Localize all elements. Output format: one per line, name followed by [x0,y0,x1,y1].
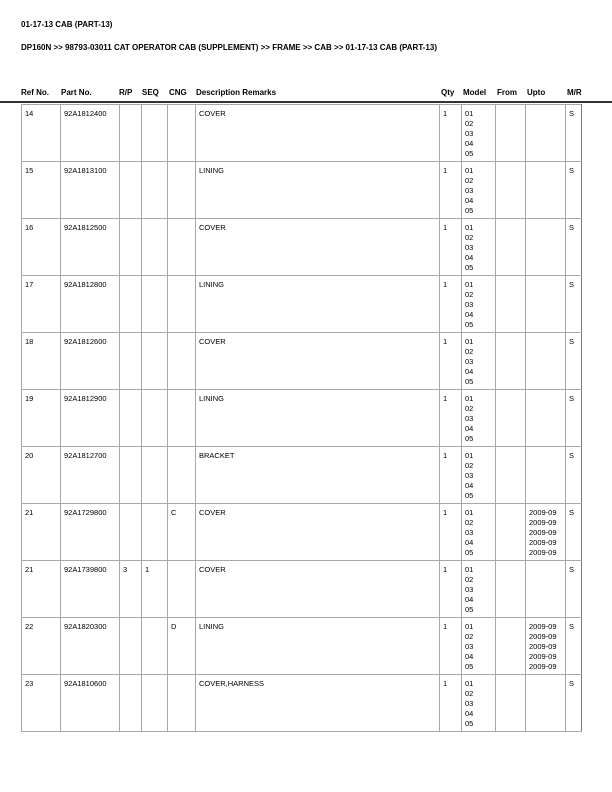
ref-no-cell: 19 [22,390,61,447]
upto-date [529,377,565,387]
ref-no-cell: 18 [22,333,61,390]
upto-date [529,689,565,699]
model-code: 05 [465,149,474,158]
table-row [22,276,582,333]
seq-cell [142,390,168,447]
model-cell [462,447,496,504]
model-code: 01 [465,166,474,175]
from-cell [496,618,526,675]
model-code: 04 [465,196,474,205]
model-code: 04 [465,253,474,262]
model-code: 02 [465,404,474,413]
mr-cell: S [566,105,582,162]
model-code: 01 [465,565,474,574]
upto-date [529,679,565,689]
col-cng: CNG [169,88,187,97]
ref-no-cell: 14 [22,105,61,162]
part-no-cell: 92A1812400 [61,105,120,162]
description-cell: LINING [196,390,440,447]
upto-cell [526,618,566,675]
upto-date: 2009-09 [529,528,557,537]
model-code: 01 [465,223,474,232]
upto-date [529,357,565,367]
mr-cell: S [566,504,582,561]
upto-date [529,310,565,320]
upto-date [529,129,565,139]
cng-cell [168,333,196,390]
description-cell: COVER [196,105,440,162]
from-cell [496,447,526,504]
model-code: 01 [465,280,474,289]
upto-cell [526,276,566,333]
table-row [22,162,582,219]
upto-date [529,243,565,253]
table-row [22,504,582,561]
model-code: 03 [465,129,474,138]
qty-cell: 1 [440,618,462,675]
description-cell: LINING [196,618,440,675]
model-code: 04 [465,538,474,547]
cng-cell: D [168,618,196,675]
cng-cell [168,276,196,333]
breadcrumb: DP160N >> 98793-03011 CAT OPERATOR CAB (SUPPLEMENT) >> FRAME >> CAB >> 01-17-13 CAB (PART-13) [21,43,437,52]
from-cell [496,333,526,390]
col-seq: SEQ [142,88,159,97]
ref-no-cell: 17 [22,276,61,333]
rp-cell [120,447,142,504]
upto-date: 2009-09 [529,642,557,651]
upto-date [529,565,565,575]
upto-date [529,320,565,330]
model-code: 05 [465,434,474,443]
part-no-cell: 92A1812800 [61,276,120,333]
from-cell [496,390,526,447]
qty-cell: 1 [440,447,462,504]
model-code: 03 [465,528,474,537]
model-code: 01 [465,451,474,460]
mr-cell: S [566,447,582,504]
upto-date [529,394,565,404]
col-rp: R/P [119,88,133,97]
model-code: 02 [465,575,474,584]
from-cell [496,561,526,618]
model-cell [462,219,496,276]
model-code: 02 [465,119,474,128]
table-row [22,219,582,276]
model-code: 05 [465,491,474,500]
table-row [22,561,582,618]
header-divider [0,101,612,103]
qty-cell: 1 [440,675,462,732]
seq-cell [142,675,168,732]
table-row [22,390,582,447]
model-code: 01 [465,622,474,631]
upto-date [529,404,565,414]
model-code: 04 [465,481,474,490]
cng-cell [168,447,196,504]
qty-cell: 1 [440,162,462,219]
ref-no-cell: 20 [22,447,61,504]
model-code: 03 [465,471,474,480]
upto-date [529,109,565,119]
model-code: 02 [465,347,474,356]
upto-date [529,263,565,273]
model-code: 05 [465,377,474,386]
model-cell [462,504,496,561]
cng-cell [168,162,196,219]
description-cell: COVER [196,333,440,390]
mr-cell: S [566,618,582,675]
cng-cell: C [168,504,196,561]
seq-cell [142,219,168,276]
page-title: 01-17-13 CAB (PART-13) [21,20,113,29]
model-code: 03 [465,300,474,309]
seq-cell [142,276,168,333]
from-cell [496,219,526,276]
part-no-cell: 92A1812600 [61,333,120,390]
upto-date [529,233,565,243]
upto-date [529,223,565,233]
upto-cell [526,333,566,390]
cng-cell [168,675,196,732]
rp-cell [120,219,142,276]
model-code: 02 [465,689,474,698]
part-no-cell: 92A1812500 [61,219,120,276]
part-no-cell: 92A1810600 [61,675,120,732]
table-header [0,86,612,100]
part-no-cell: 92A1820300 [61,618,120,675]
model-code: 04 [465,709,474,718]
upto-cell [526,219,566,276]
rp-cell [120,276,142,333]
upto-date [529,347,565,357]
model-code: 01 [465,679,474,688]
model-cell [462,561,496,618]
upto-date: 2009-09 [529,622,557,631]
model-code: 03 [465,357,474,366]
description-cell: COVER [196,561,440,618]
rp-cell [120,162,142,219]
rp-cell [120,618,142,675]
upto-date [529,186,565,196]
mr-cell: S [566,390,582,447]
upto-date: 2009-09 [529,538,557,547]
upto-cell [526,675,566,732]
model-code: 02 [465,176,474,185]
seq-cell [142,447,168,504]
part-no-cell: 92A1729800 [61,504,120,561]
model-code: 01 [465,109,474,118]
model-code: 03 [465,243,474,252]
col-qty: Qty [441,88,455,97]
description-cell: COVER,HARNESS [196,675,440,732]
qty-cell: 1 [440,390,462,447]
description-cell: LINING [196,276,440,333]
model-code: 05 [465,548,474,557]
qty-cell: 1 [440,561,462,618]
upto-date [529,337,565,347]
model-cell [462,675,496,732]
upto-date [529,139,565,149]
upto-date: 2009-09 [529,662,557,671]
qty-cell: 1 [440,105,462,162]
model-code: 03 [465,585,474,594]
rp-cell [120,105,142,162]
model-cell [462,618,496,675]
upto-date [529,206,565,216]
from-cell [496,276,526,333]
model-code: 01 [465,337,474,346]
upto-date [529,253,565,263]
upto-date [529,699,565,709]
col-from: From [497,88,517,97]
upto-date: 2009-09 [529,632,557,641]
mr-cell: S [566,561,582,618]
ref-no-cell: 21 [22,561,61,618]
upto-date [529,719,565,729]
upto-cell [526,390,566,447]
upto-date [529,280,565,290]
model-code: 03 [465,699,474,708]
col-model: Model [463,88,487,97]
table-row [22,447,582,504]
upto-cell [526,447,566,504]
upto-date: 2009-09 [529,652,557,661]
model-code: 01 [465,394,474,403]
col-mr: M/R [567,88,582,97]
description-cell: COVER [196,219,440,276]
upto-date [529,451,565,461]
model-cell [462,162,496,219]
model-code: 02 [465,461,474,470]
seq-cell [142,105,168,162]
upto-date [529,300,565,310]
upto-date [529,166,565,176]
from-cell [496,675,526,732]
upto-date [529,709,565,719]
model-code: 02 [465,233,474,242]
upto-date [529,119,565,129]
model-cell [462,390,496,447]
upto-date [529,585,565,595]
col-description: Description Remarks [196,88,277,97]
part-no-cell: 92A1812700 [61,447,120,504]
table-row [22,675,582,732]
table-row [22,105,582,162]
model-cell [462,105,496,162]
from-cell [496,162,526,219]
model-code: 03 [465,642,474,651]
upto-date [529,176,565,186]
upto-date [529,196,565,206]
upto-cell [526,504,566,561]
qty-cell: 1 [440,333,462,390]
model-code: 05 [465,719,474,728]
cng-cell [168,219,196,276]
model-code: 04 [465,652,474,661]
cng-cell [168,105,196,162]
from-cell [496,105,526,162]
seq-cell [142,618,168,675]
rp-cell: 3 [120,561,142,618]
qty-cell: 1 [440,219,462,276]
model-code: 02 [465,632,474,641]
upto-date [529,461,565,471]
model-cell [462,276,496,333]
seq-cell [142,162,168,219]
cng-cell [168,561,196,618]
mr-cell: S [566,276,582,333]
model-code: 05 [465,662,474,671]
col-part-no: Part No. [61,88,92,97]
upto-date: 2009-09 [529,508,557,517]
ref-no-cell: 16 [22,219,61,276]
upto-cell [526,105,566,162]
mr-cell: S [566,675,582,732]
upto-cell [526,561,566,618]
rp-cell [120,333,142,390]
model-code: 02 [465,518,474,527]
upto-date [529,491,565,501]
upto-date: 2009-09 [529,548,557,557]
model-code: 05 [465,605,474,614]
qty-cell: 1 [440,276,462,333]
ref-no-cell: 22 [22,618,61,675]
seq-cell: 1 [142,561,168,618]
upto-date: 2009-09 [529,518,557,527]
part-no-cell: 92A1813100 [61,162,120,219]
parts-table [21,104,582,732]
model-code: 01 [465,508,474,517]
model-code: 05 [465,206,474,215]
seq-cell [142,504,168,561]
mr-cell: S [566,162,582,219]
model-code: 04 [465,595,474,604]
from-cell [496,504,526,561]
upto-date [529,290,565,300]
seq-cell [142,333,168,390]
qty-cell: 1 [440,504,462,561]
upto-date [529,605,565,615]
ref-no-cell: 15 [22,162,61,219]
model-code: 04 [465,139,474,148]
rp-cell [120,504,142,561]
table-row [22,333,582,390]
model-code: 03 [465,414,474,423]
ref-no-cell: 23 [22,675,61,732]
mr-cell: S [566,219,582,276]
description-cell: COVER [196,504,440,561]
model-code: 03 [465,186,474,195]
upto-date [529,471,565,481]
upto-cell [526,162,566,219]
upto-date [529,424,565,434]
model-code: 02 [465,290,474,299]
ref-no-cell: 21 [22,504,61,561]
rp-cell [120,675,142,732]
part-no-cell: 92A1739800 [61,561,120,618]
part-no-cell: 92A1812900 [61,390,120,447]
model-cell [462,333,496,390]
description-cell: LINING [196,162,440,219]
upto-date [529,481,565,491]
col-upto: Upto [527,88,546,97]
upto-date [529,595,565,605]
upto-date [529,434,565,444]
mr-cell: S [566,333,582,390]
col-ref-no: Ref No. [21,88,49,97]
model-code: 04 [465,367,474,376]
description-cell: BRACKET [196,447,440,504]
upto-date [529,575,565,585]
upto-date [529,367,565,377]
rp-cell [120,390,142,447]
table-row [22,618,582,675]
model-code: 04 [465,310,474,319]
model-code: 05 [465,320,474,329]
model-code: 05 [465,263,474,272]
model-code: 04 [465,424,474,433]
cng-cell [168,390,196,447]
upto-date [529,414,565,424]
upto-date [529,149,565,159]
